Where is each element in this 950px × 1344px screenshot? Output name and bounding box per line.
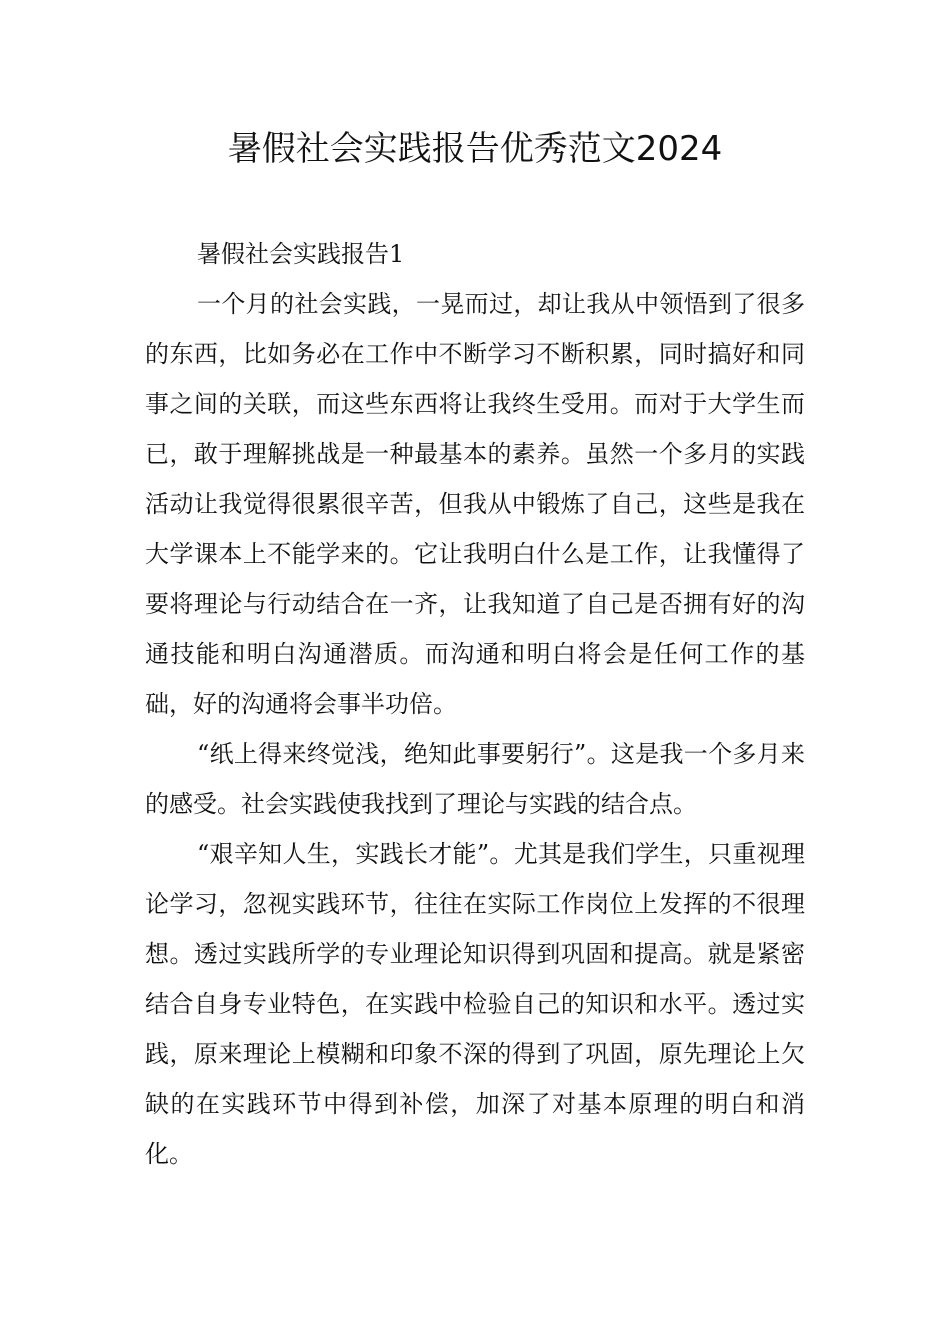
section-heading: 暑假社会实践报告1 [197, 240, 405, 268]
paragraph-1: 一个月的社会实践，一晃而过，却让我从中领悟到了很多的东西，比如务必在工作中不断学习不断积累，同时搞好和同事之间的关联，而这些东西将让我终生受用。而对于大学生而已，敢于理解挑战是一种最基本的素养。虽然一个多月的实践活动让我觉得很累很辛苦，但我从中锻炼了自己，这些是我在大学课本上不能学来的。它让我明白什么是工作，让我懂得了要将理论与行动结合在一齐，让我知道了自己是否拥有好的沟通技能和明白沟通潜质。而沟通和明白将会是任何工作的基础，好的沟通将会事半功倍。 [145, 290, 805, 718]
document-body [145, 229, 805, 1179]
paragraph-2: “纸上得来终觉浅，绝知此事要躬行”。这是我一个多月来的感受。社会实践使我找到了理论与实践的结合点。 [145, 740, 805, 818]
document-title: 暑假社会实践报告优秀范文2024 [227, 129, 723, 169]
paragraph-3: “艰辛知人生，实践长才能”。尤其是我们学生，只重视理论学习，忽视实践环节，往往在实际工作岗位上发挥的不很理想。透过实践所学的专业理论知识得到巩固和提高。就是紧密结合自身专业特色，在实践中检验自己的知识和水平。透过实践，原来理论上模糊和印象不深的得到了巩固，原先理论上欠缺的在实践环节中得到补偿，加深了对基本原理的明白和消化。 [145, 840, 805, 1168]
